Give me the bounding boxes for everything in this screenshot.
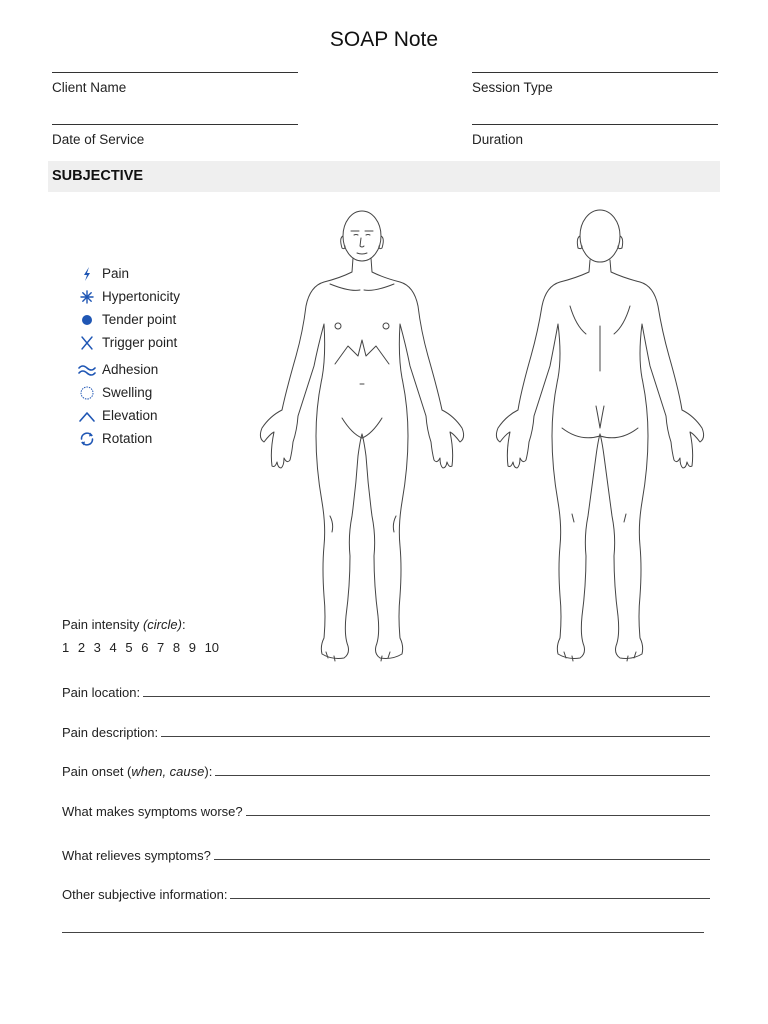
wave-icon bbox=[78, 361, 96, 379]
pain-intensity-label: Pain intensity bbox=[62, 617, 140, 632]
circle-icon bbox=[78, 384, 96, 402]
pain-intensity-hint: (circle) bbox=[142, 617, 182, 632]
filled-dot-icon bbox=[78, 311, 96, 329]
duration-line[interactable] bbox=[472, 124, 718, 125]
pain-intensity-colon: : bbox=[181, 617, 186, 632]
date-of-service-line[interactable] bbox=[52, 124, 298, 125]
section-header bbox=[48, 161, 720, 192]
symptoms-worse-line[interactable] bbox=[246, 815, 710, 816]
legend-label: Hypertonicity bbox=[102, 289, 181, 304]
duration-field[interactable] bbox=[472, 124, 718, 147]
legend-item-trigger-point bbox=[78, 331, 180, 354]
pain-location-label: Pain location: bbox=[62, 685, 141, 700]
caret-up-icon bbox=[78, 407, 96, 425]
pain-onset-line[interactable] bbox=[215, 775, 710, 776]
legend-item-tender-point bbox=[78, 308, 180, 331]
duration-label: Duration bbox=[472, 132, 524, 147]
legend-item-adhesion bbox=[78, 358, 180, 381]
legend-item-swelling bbox=[78, 381, 180, 404]
legend-label: Trigger point bbox=[102, 335, 178, 350]
client-name-label: Client Name bbox=[52, 80, 127, 95]
other-subjective-continuation-line[interactable] bbox=[62, 932, 704, 933]
rotation-icon bbox=[78, 430, 96, 448]
legend-item-pain bbox=[78, 262, 180, 285]
asterisk-icon bbox=[78, 288, 96, 306]
other-subjective-row[interactable] bbox=[62, 887, 710, 902]
legend-item-rotation bbox=[78, 427, 180, 450]
symptoms-worse-row[interactable] bbox=[62, 804, 710, 819]
page-title: SOAP Note bbox=[329, 28, 439, 51]
pain-location-row[interactable] bbox=[62, 685, 710, 700]
pain-location-line[interactable] bbox=[143, 696, 710, 697]
pain-onset-label bbox=[62, 764, 212, 779]
symptoms-worse-label: What makes symptoms worse? bbox=[62, 804, 243, 819]
legend-item-elevation bbox=[78, 404, 180, 427]
other-subjective-line[interactable] bbox=[230, 898, 710, 899]
symptoms-relieve-label: What relieves symptoms? bbox=[62, 848, 211, 863]
pain-onset-row[interactable] bbox=[62, 764, 710, 779]
legend-label: Elevation bbox=[102, 408, 158, 423]
pain-onset-hint: when, cause bbox=[131, 764, 205, 779]
other-subjective-label: Other subjective information: bbox=[62, 887, 228, 902]
symptoms-relieve-row[interactable] bbox=[62, 848, 710, 863]
client-name-field[interactable] bbox=[52, 72, 298, 95]
session-type-label: Session Type bbox=[472, 80, 553, 95]
pain-onset-prefix: Pain onset ( bbox=[62, 764, 132, 779]
session-type-field[interactable] bbox=[472, 72, 718, 95]
pain-intensity-scale[interactable]: 1 2 3 4 5 6 7 8 9 10 bbox=[62, 640, 220, 655]
front-body-figure[interactable] bbox=[260, 211, 463, 661]
date-of-service-label: Date of Service bbox=[52, 132, 145, 147]
legend-label: Pain bbox=[102, 266, 130, 281]
legend-label: Swelling bbox=[102, 385, 153, 400]
legend-label: Tender point bbox=[102, 312, 177, 327]
pain-onset-suffix: ): bbox=[204, 764, 213, 779]
symptoms-relieve-line[interactable] bbox=[214, 859, 710, 860]
legend-item-hypertonicity bbox=[78, 285, 180, 308]
pain-description-line[interactable] bbox=[161, 736, 710, 737]
section-title: SUBJECTIVE bbox=[52, 168, 144, 184]
session-type-line[interactable] bbox=[472, 72, 718, 73]
pain-description-row[interactable] bbox=[62, 725, 710, 740]
pain-description-label: Pain description: bbox=[62, 725, 159, 740]
lightning-icon bbox=[78, 265, 96, 283]
back-body-figure[interactable] bbox=[496, 210, 703, 661]
symbol-legend bbox=[78, 262, 180, 450]
client-name-line[interactable] bbox=[52, 72, 298, 73]
date-of-service-field[interactable] bbox=[52, 124, 298, 147]
pain-intensity bbox=[62, 617, 219, 655]
body-chart[interactable] bbox=[240, 206, 720, 676]
legend-label: Adhesion bbox=[102, 362, 159, 377]
x-icon bbox=[78, 334, 96, 352]
legend-label: Rotation bbox=[102, 431, 153, 446]
